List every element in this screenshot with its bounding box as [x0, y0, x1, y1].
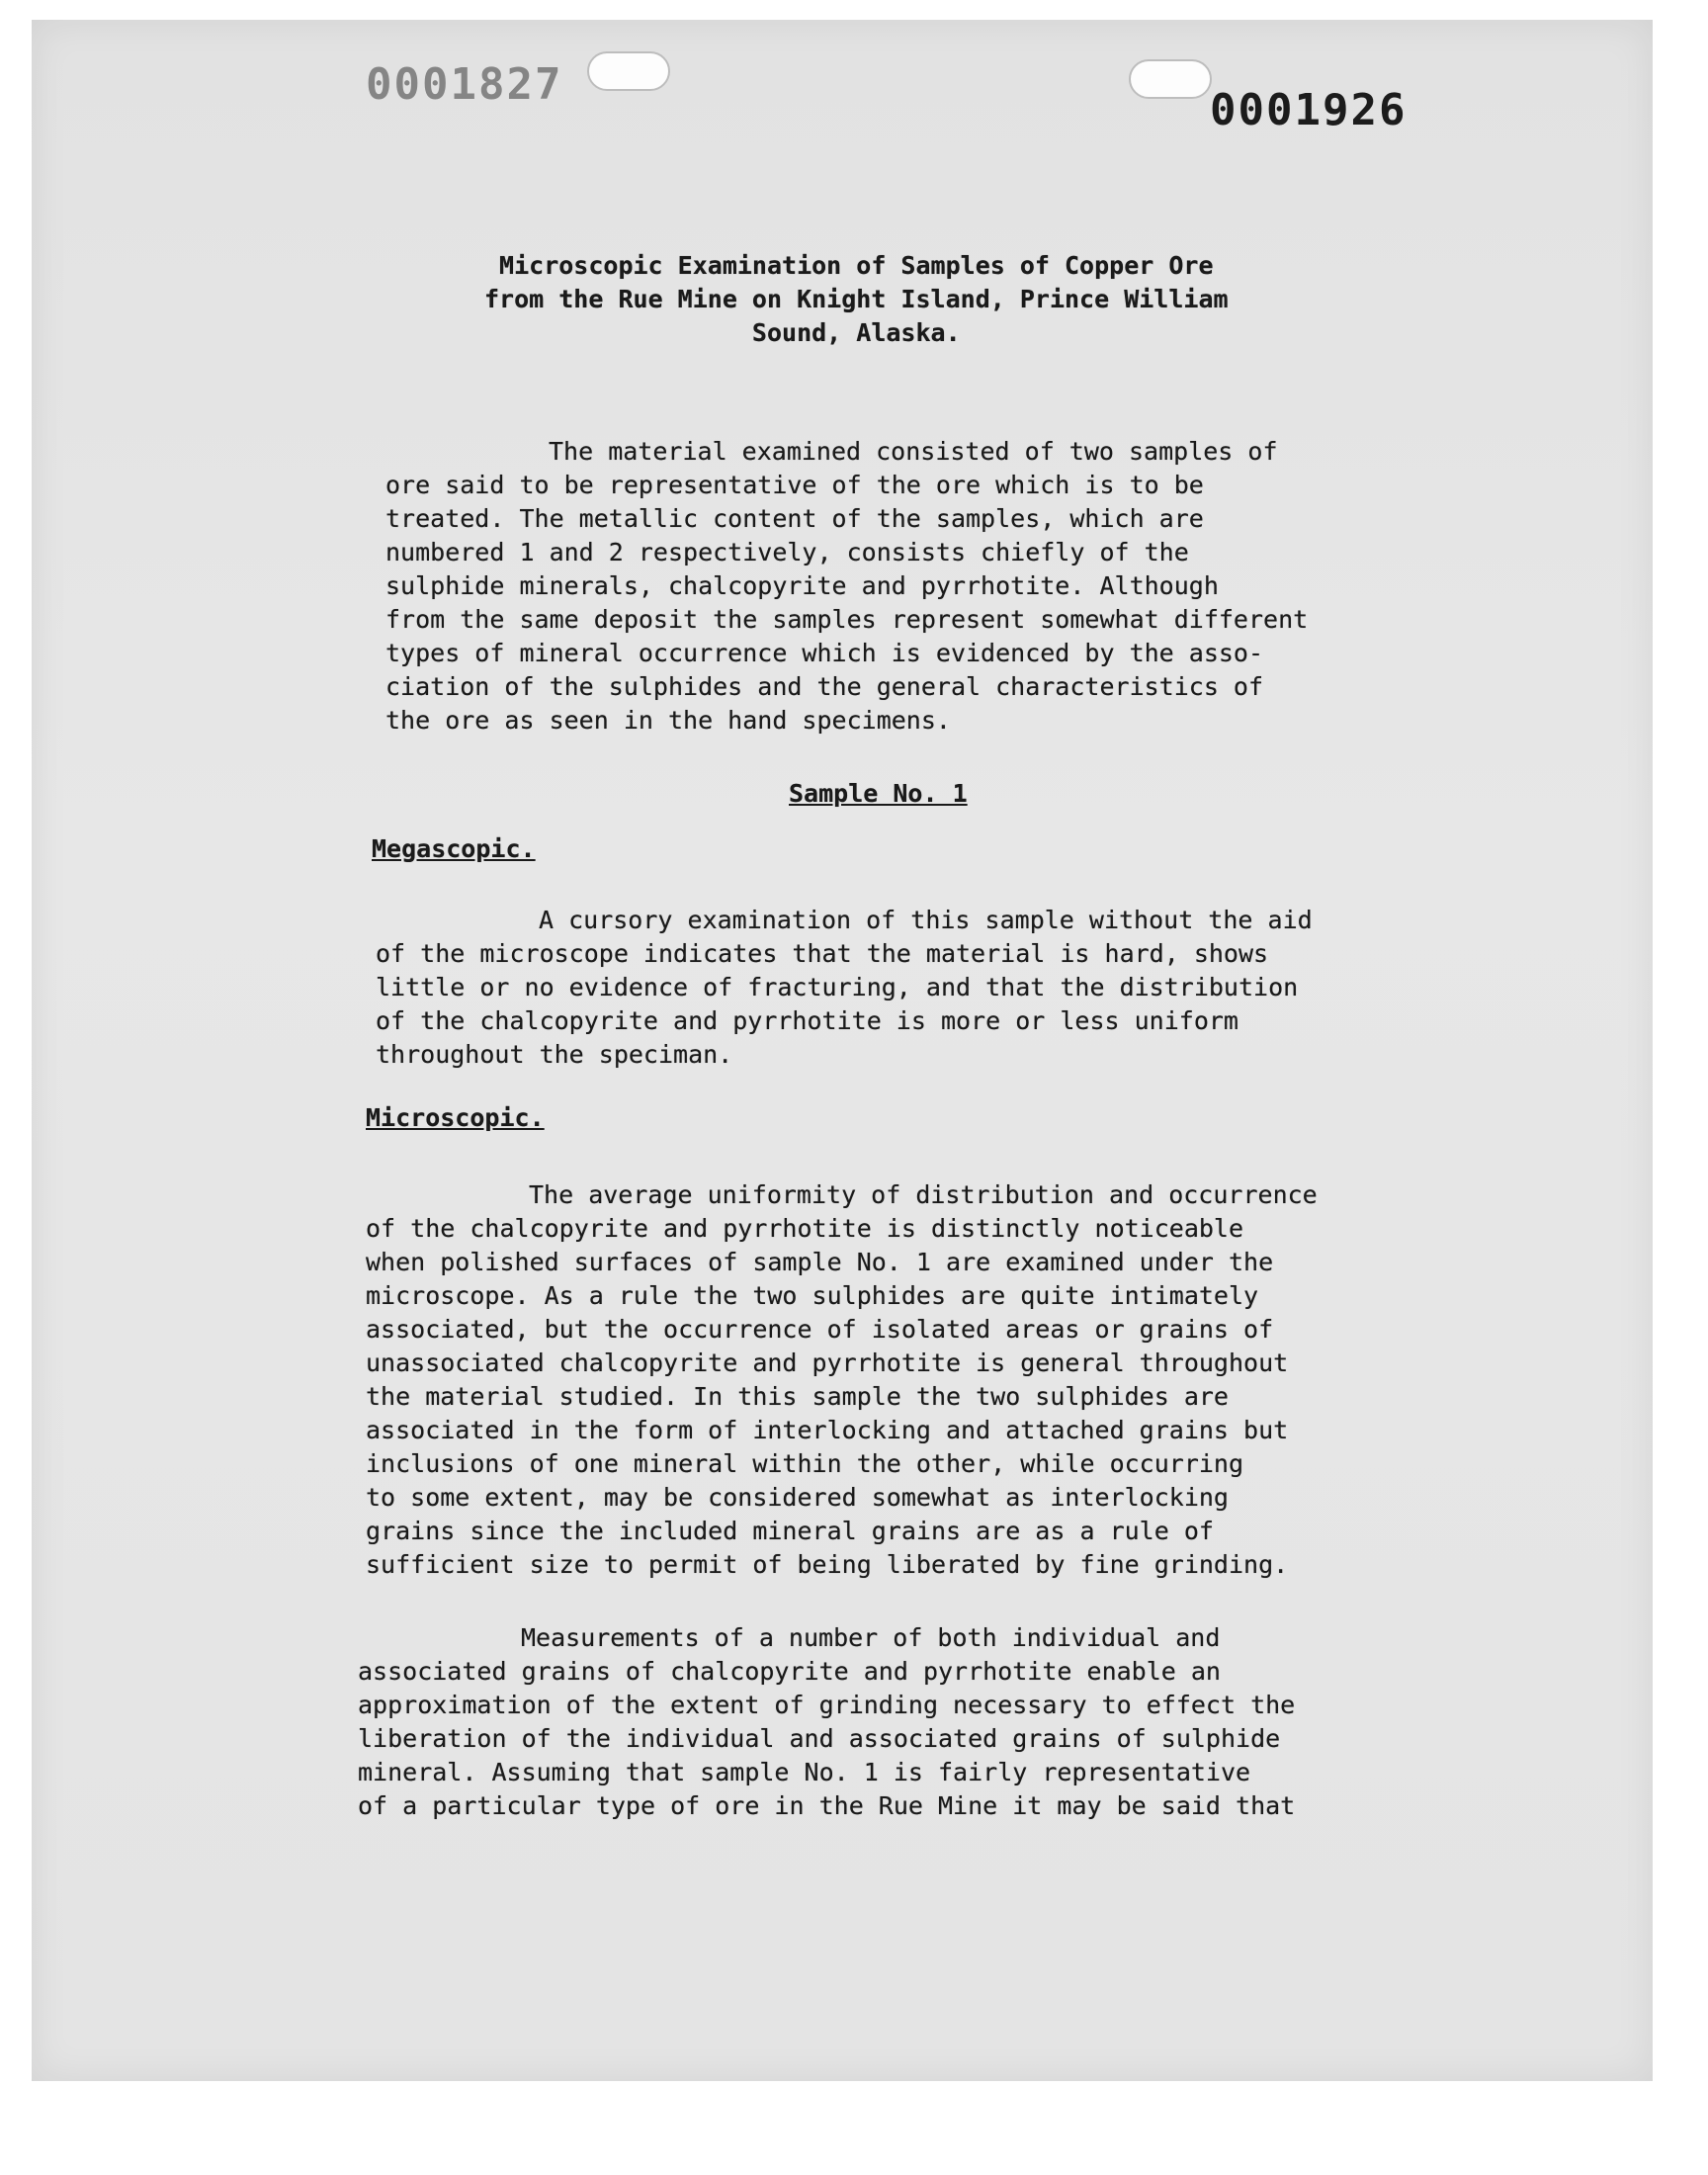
paragraph-line: treated. The metallic content of the samples, which are — [385, 504, 1204, 533]
paragraph-line: sufficient size to permit of being liberated by fine grinding. — [366, 1550, 1289, 1579]
paragraph-line: Measurements of a number of both individual and — [521, 1623, 1221, 1652]
document-number-stamp: 0001926 — [1210, 85, 1408, 135]
paragraph-line: grains since the included mineral grains are as a rule of — [366, 1517, 1214, 1545]
document-number-stamp-faded: 0001827 — [366, 59, 563, 110]
intro-paragraph — [385, 435, 1308, 738]
microscopic-heading: Microscopic. — [366, 1103, 545, 1132]
paragraph-line: of the chalcopyrite and pyrrhotite is more or less uniform — [376, 1006, 1238, 1035]
paragraph-line: ore said to be representative of the ore which is to be — [385, 471, 1204, 499]
paragraph-line: of the chalcopyrite and pyrrhotite is distinctly noticeable — [366, 1214, 1244, 1243]
paragraph-line: throughout the speciman. — [376, 1040, 733, 1069]
paragraph-line: associated in the form of interlocking and attached grains but — [366, 1416, 1289, 1444]
paragraph-line: associated grains of chalcopyrite and pyrrhotite enable an — [358, 1657, 1221, 1686]
paragraph-line: sulphide minerals, chalcopyrite and pyrrhotite. Although — [385, 571, 1219, 600]
title-line: Microscopic Examination of Samples of Copper Ore — [499, 251, 1214, 280]
paragraph-line: inclusions of one mineral within the other, while occurring — [366, 1449, 1244, 1478]
megascopic-paragraph — [376, 904, 1313, 1072]
paragraph-line: mineral. Assuming that sample No. 1 is fairly representative — [358, 1758, 1251, 1786]
paragraph-line: approximation of the extent of grinding necessary to effect the — [358, 1691, 1296, 1719]
microscopic-paragraph — [366, 1178, 1318, 1582]
paragraph-line: associated, but the occurrence of isolated areas or grains of — [366, 1315, 1274, 1344]
punch-hole-left — [587, 51, 670, 91]
paragraph-line: when polished surfaces of sample No. 1 are examined under the — [366, 1248, 1274, 1276]
paragraph-line: little or no evidence of fracturing, and that the distribution — [376, 973, 1299, 1001]
paragraph-line: from the same deposit the samples represent somewhat different — [385, 605, 1309, 634]
paragraph-line: The material examined consisted of two samples of — [549, 437, 1278, 466]
sample-heading: Sample No. 1 — [789, 779, 968, 808]
title-line: from the Rue Mine on Knight Island, Prince William — [484, 285, 1229, 313]
paragraph-line: liberation of the individual and associated grains of sulphide — [358, 1724, 1281, 1753]
paragraph-line: of the microscope indicates that the material is hard, shows — [376, 939, 1269, 968]
paragraph-line: the material studied. In this sample the two sulphides are — [366, 1382, 1229, 1411]
punch-hole-right — [1129, 59, 1212, 99]
paragraph-line: the ore as seen in the hand specimens. — [385, 706, 951, 735]
megascopic-heading: Megascopic. — [372, 834, 536, 863]
document-title — [484, 249, 1229, 350]
paragraph-line: A cursory examination of this sample without the aid — [539, 906, 1313, 934]
paragraph-line: unassociated chalcopyrite and pyrrhotite is general throughout — [366, 1348, 1289, 1377]
measurements-paragraph — [358, 1621, 1295, 1823]
paragraph-line: The average uniformity of distribution and occurrence — [529, 1180, 1318, 1209]
paragraph-line: numbered 1 and 2 respectively, consists chiefly of the — [385, 538, 1189, 566]
paragraph-line: microscope. As a rule the two sulphides are quite intimately — [366, 1281, 1259, 1310]
paragraph-line: types of mineral occurrence which is evidenced by the asso- — [385, 639, 1264, 667]
title-line: Sound, Alaska. — [751, 318, 961, 347]
paragraph-line: to some extent, may be considered somewhat as interlocking — [366, 1483, 1229, 1512]
paragraph-line: ciation of the sulphides and the general characteristics of — [385, 672, 1264, 701]
paragraph-line: of a particular type of ore in the Rue Mine it may be said that — [358, 1791, 1296, 1820]
